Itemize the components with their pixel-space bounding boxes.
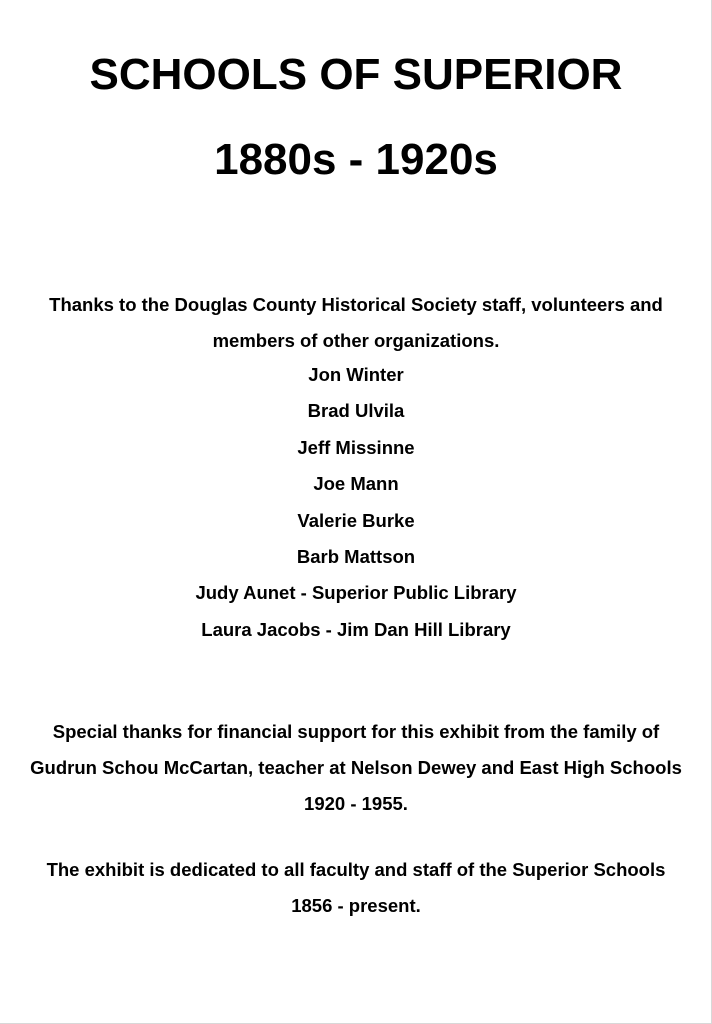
list-item: Jeff Missinne (297, 436, 415, 458)
list-item: Barb Mattson (296, 545, 416, 567)
list-item: Valerie Burke (297, 509, 415, 531)
page-title: SCHOOLS OF SUPERIOR (89, 50, 623, 99)
dedication-paragraph: The exhibit is dedicated to all faculty and staff of the Superior Schools 1856 - present. (46, 859, 666, 916)
page-subtitle-years: 1880s - 1920s (214, 135, 498, 184)
list-item: Jon Winter (308, 364, 404, 385)
list-item: Laura Jacobs - Jim Dan Hill Library (201, 618, 511, 640)
list-item: Joe Mann (313, 473, 399, 495)
names-list (30, 357, 682, 648)
list-item: Judy Aunet - Superior Public Library (195, 582, 517, 604)
thanks-intro: Thanks to the Douglas County Historical Society staff, volunteers and members of other organizations. (49, 294, 663, 351)
list-item: Brad Ulvila (307, 400, 405, 422)
special-thanks-paragraph: Special thanks for financial support for this exhibit from the family of Gudrun Schou McCartan, teacher at Nelson Dewey and East High Schools 1920 - 1955. (30, 721, 682, 814)
